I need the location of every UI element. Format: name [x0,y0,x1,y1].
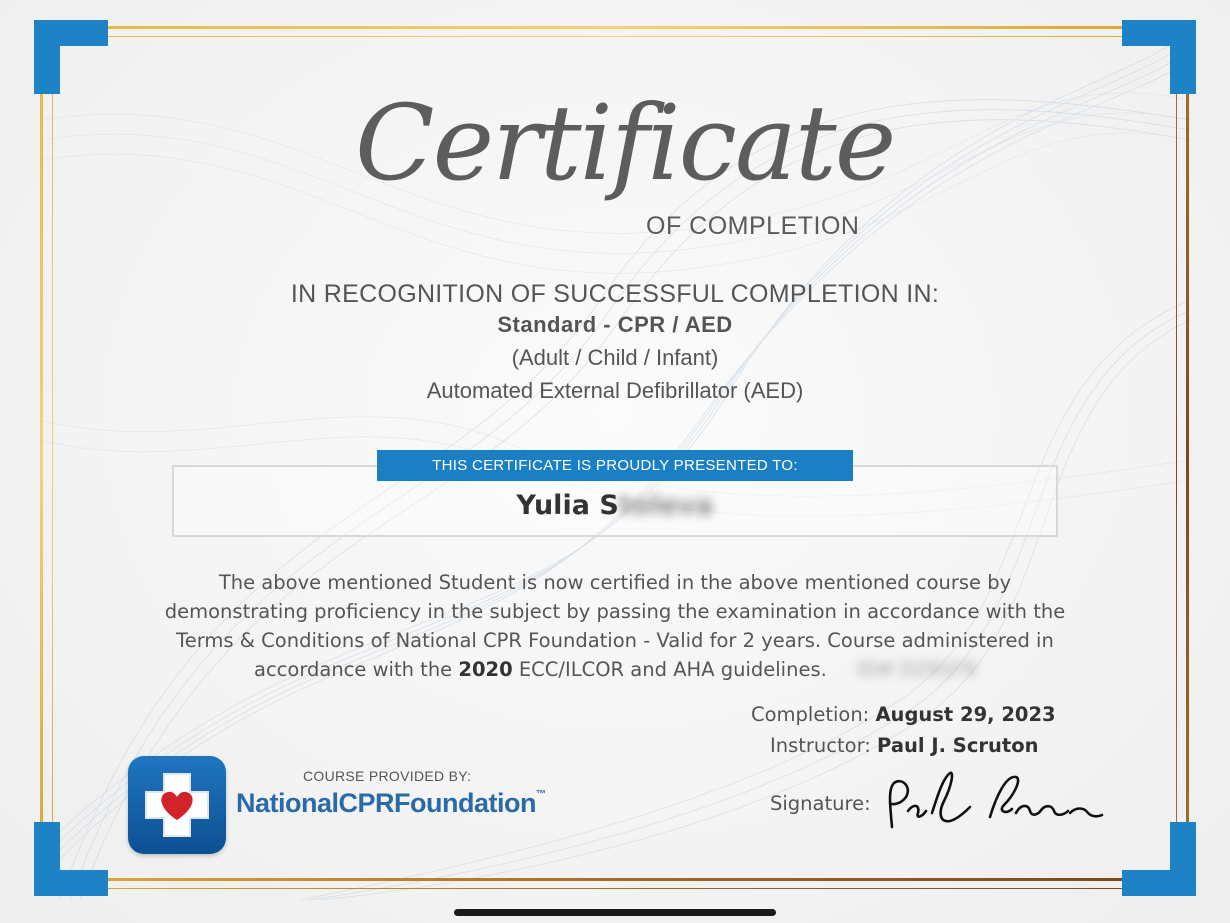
frame-right-line-inner [1176,94,1177,824]
completion-date: August 29, 2023 [875,703,1056,726]
corner-top-right [1122,20,1196,94]
frame-bottom-line [108,878,1122,881]
frame-top-line-inner [108,36,1122,37]
course-name: Standard - CPR / AED [497,312,733,337]
brand-name-text: NationalCPRFoundation [236,788,536,818]
handwritten-signature [878,765,1108,845]
trademark-symbol: ™ [535,789,546,800]
student-name [0,490,1230,521]
statement-line-3: Terms & Conditions of National CPR Foundation - Valid for 2 years. Course administered in [176,629,1054,652]
guideline-year: 2020 [458,658,513,681]
cross-heart-icon [128,756,226,854]
corner-bottom-left [34,822,108,896]
frame-bottom-line-inner [108,888,1122,889]
frame-left-line-inner [52,94,53,824]
corner-bottom-right [1122,822,1196,896]
frame-left-line [40,94,43,824]
statement-line-4-post: ECC/ILCOR and AHA guidelines. [512,658,827,681]
frame-top-line [108,26,1122,29]
signature-label: Signature: [770,792,871,815]
course-detail-aed: Automated External Defibrillator (AED) [426,378,804,403]
frame-right-line [1186,94,1189,824]
certificate-title: Certificate [355,82,895,204]
certificate-subtitle: OF COMPLETION [646,212,860,240]
certificate-id-redacted: ID# D291F9 [856,658,976,681]
instructor-label: Instructor: [770,734,871,757]
certification-statement [120,568,1110,684]
statement-line-4-pre: accordance with the [254,658,459,681]
provider-brand-name [236,788,545,819]
presented-to-banner: THIS CERTIFICATE IS PROUDLY PRESENTED TO: [377,450,853,481]
statement-line-1: The above mentioned Student is now certified in the above mentioned course by [218,571,1012,594]
statement-line-4 [120,655,1110,684]
completion-label: Completion: [751,703,870,726]
instructor-row [770,734,1038,757]
student-name-visible: Yulia S [516,490,619,521]
instructor-name: Paul J. Scruton [877,734,1039,757]
statement-line-2: demonstrating proficiency in the subject by passing the examination in accordance with the [164,600,1066,623]
home-indicator [454,909,776,916]
completion-row [751,703,1056,726]
course-provided-by-label: COURSE PROVIDED BY: [303,768,472,784]
course-detail-age-groups: (Adult / Child / Infant) [511,345,719,370]
student-name-redacted: toleva [618,490,714,521]
recognition-line: IN RECOGNITION OF SUCCESSFUL COMPLETION IN: [290,280,940,308]
corner-top-left [34,20,108,94]
